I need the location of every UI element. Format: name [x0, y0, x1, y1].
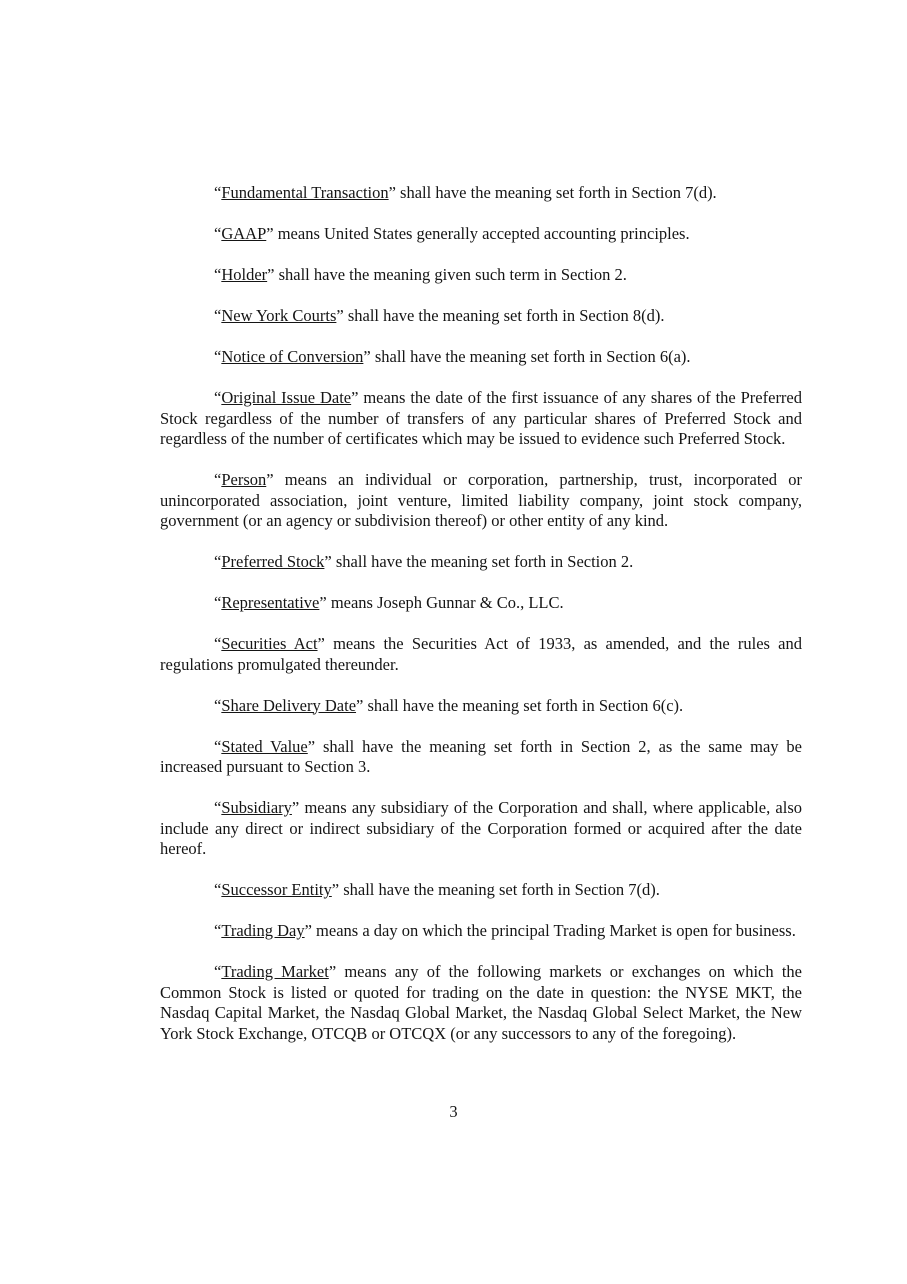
definition-text: ” means any of the following markets or exchanges on which the Common Stock is listed or quoted for trading on the date in question: the NYSE MKT, the Nasdaq Capital Market, the Nasdaq Global Market, the Nasdaq Global Select Market, the New York Stock Exchange, OTCQB or OTCQX (or any successors to any of the foregoing).	[160, 962, 802, 1043]
open-quote: “	[214, 388, 222, 407]
defined-term: Person	[221, 470, 267, 489]
definition-paragraph	[160, 183, 802, 204]
defined-term: Share Delivery Date	[221, 695, 357, 715]
open-quote: “	[214, 224, 222, 243]
page-number: 3	[449, 1102, 458, 1121]
definition-text: ” means an individual or corporation, partnership, trust, incorporated or unincorporated association, joint venture, limited liability company, joint stock company, government (or an agency or subdivision thereof) or other entity of any kind.	[160, 470, 802, 530]
defined-term: Representative	[221, 593, 320, 612]
definition-text: ” means any subsidiary of the Corporation and shall, where applicable, also include any direct or indirect subsidiary of the Corporation formed or acquired after the date hereof.	[160, 798, 802, 858]
definition-text: ” shall have the meaning set forth in Section 7(d).	[331, 880, 660, 899]
definition-text: ” shall have the meaning set forth in Section 6(a).	[363, 347, 691, 366]
defined-term: Notice of Conversion	[221, 347, 364, 366]
open-quote: “	[214, 552, 222, 571]
definition-paragraph	[160, 737, 802, 778]
defined-term: Original Issue Date	[221, 388, 352, 407]
defined-term: Stated Value	[221, 736, 308, 756]
definition-paragraph	[160, 306, 802, 327]
defined-term: New York Courts	[221, 306, 337, 325]
defined-term: Preferred Stock	[221, 552, 325, 571]
definition-paragraph	[160, 880, 802, 901]
open-quote: “	[214, 695, 222, 715]
definition-paragraph	[160, 634, 802, 675]
definition-paragraph	[160, 224, 802, 245]
definition-paragraph	[160, 798, 802, 860]
definition-text: ” shall have the meaning set forth in Section 7(d).	[388, 183, 717, 202]
definition-text: ” means the Securities Act of 1933, as amended, and the rules and regulations promulgated thereunder.	[160, 634, 802, 674]
open-quote: “	[214, 593, 222, 612]
defined-term: Trading Market	[221, 962, 329, 981]
defined-term: Successor Entity	[221, 880, 332, 899]
definition-text: ” shall have the meaning set forth in Section 6(c).	[356, 695, 684, 715]
open-quote: “	[214, 347, 222, 366]
defined-term: Securities Act	[221, 634, 318, 653]
defined-term: Subsidiary	[221, 798, 292, 817]
definition-paragraph	[160, 388, 802, 450]
defined-term: Trading Day	[221, 921, 305, 940]
definition-paragraph	[160, 962, 802, 1044]
definition-paragraph	[160, 593, 802, 614]
open-quote: “	[214, 962, 222, 981]
definition-paragraph	[160, 552, 802, 573]
definition-paragraph	[160, 347, 802, 368]
open-quote: “	[214, 921, 222, 940]
defined-term: Fundamental Transaction	[221, 183, 389, 202]
definition-text: ” shall have the meaning set forth in Section 2, as the same may be increased pursuant to Section 3.	[160, 736, 803, 776]
open-quote: “	[214, 183, 222, 202]
definition-paragraph	[160, 470, 802, 532]
definition-text: ” shall have the meaning given such term in Section 2.	[267, 265, 627, 284]
definition-text: ” shall have the meaning set forth in Section 8(d).	[336, 306, 665, 325]
open-quote: “	[214, 306, 222, 325]
definition-text: ” means Joseph Gunnar & Co., LLC.	[319, 593, 564, 612]
definition-paragraph	[160, 265, 802, 286]
defined-term: Holder	[221, 265, 268, 284]
open-quote: “	[214, 798, 222, 817]
definition-text: ” shall have the meaning set forth in Section 2.	[324, 552, 634, 571]
definition-paragraph	[160, 696, 802, 717]
open-quote: “	[214, 265, 222, 284]
definitions-body	[160, 183, 802, 1065]
open-quote: “	[214, 736, 222, 756]
open-quote: “	[214, 880, 222, 899]
definition-text: ” means United States generally accepted accounting principles.	[266, 224, 690, 243]
definition-paragraph	[160, 921, 802, 942]
open-quote: “	[214, 470, 222, 489]
definition-text: ” means a day on which the principal Trading Market is open for business.	[304, 921, 796, 940]
open-quote: “	[214, 634, 222, 653]
defined-term: GAAP	[221, 224, 267, 243]
definition-text: ” means the date of the first issuance of any shares of the Preferred Stock regardless of the number of transfers of any particular shares of Preferred Stock and regardless of the number of certificates which may be issued to evidence such Preferred Stock.	[160, 388, 803, 448]
